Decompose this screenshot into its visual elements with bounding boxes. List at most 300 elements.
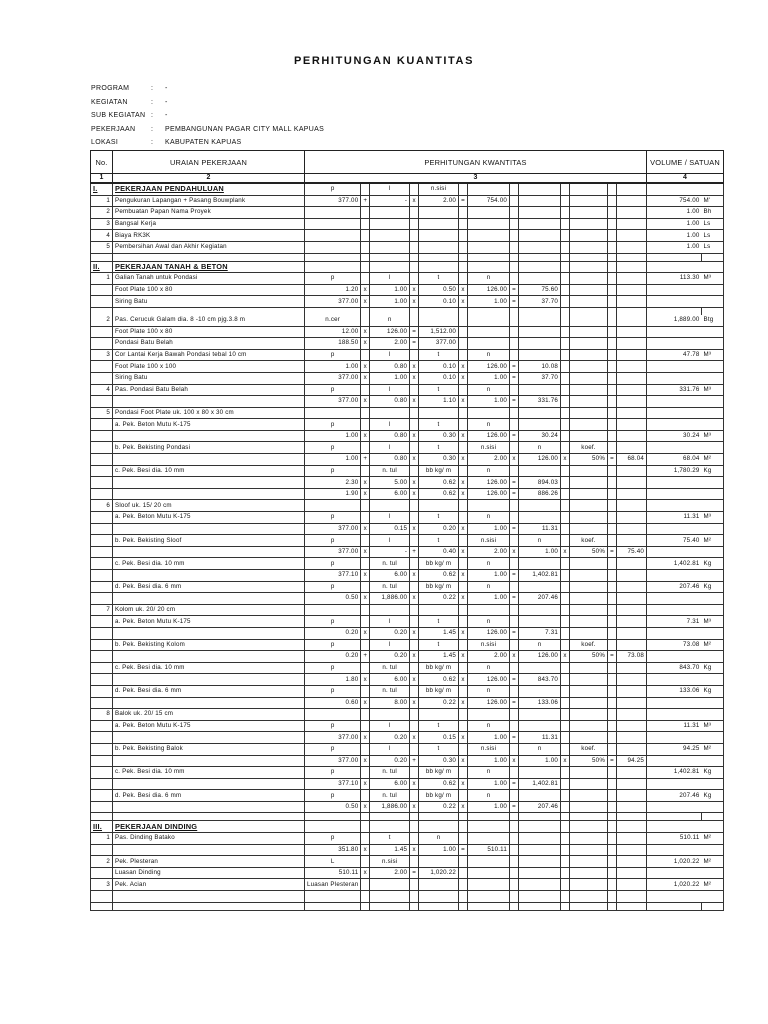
calc-cell: l — [370, 419, 410, 431]
volume-unit: M² — [702, 879, 724, 891]
row-number: 2 — [91, 856, 113, 868]
calc-cell: n. tul — [370, 581, 410, 593]
calc-cell: 11.31 — [519, 523, 561, 535]
volume-unit — [702, 867, 724, 879]
operator-cell — [459, 407, 468, 419]
calc-cell — [519, 207, 561, 219]
calc-cell: 1.00 — [305, 361, 361, 373]
operator-cell: x — [459, 523, 468, 535]
calc-cell: 1.00 — [419, 844, 459, 856]
calc-cell — [617, 372, 647, 384]
table-row — [91, 891, 724, 903]
calc-cell: 510.11 — [468, 844, 510, 856]
calc-cell: p — [305, 384, 361, 396]
row-description: c. Pek. Besi dia. 10 mm — [113, 558, 305, 570]
operator-cell — [361, 273, 370, 285]
calc-cell: t — [419, 639, 459, 651]
row-description — [113, 697, 305, 709]
table-row — [91, 326, 724, 338]
calc-cell: 6.00 — [370, 488, 410, 500]
cell — [702, 307, 724, 315]
volume-unit — [702, 361, 724, 373]
calc-cell — [570, 512, 608, 524]
volume-unit — [702, 442, 724, 454]
operator-cell — [459, 616, 468, 628]
operator-cell: = — [510, 361, 519, 373]
operator-cell — [361, 743, 370, 755]
operator-cell: + — [410, 755, 419, 767]
calc-cell — [370, 604, 410, 616]
calc-cell — [519, 419, 561, 431]
meta-row — [91, 109, 324, 123]
operator-cell — [410, 261, 419, 273]
row-description: d. Pek. Besi dia. 6 mm — [113, 685, 305, 697]
operator-cell — [510, 465, 519, 477]
row-description: Bangsal Kerja — [113, 218, 305, 230]
row-number — [91, 558, 113, 570]
volume-unit — [702, 627, 724, 639]
calc-cell — [468, 315, 510, 326]
operator-cell — [608, 419, 617, 431]
calc-cell: p — [305, 442, 361, 454]
operator-cell — [410, 207, 419, 219]
operator-cell — [510, 821, 519, 833]
volume-unit: Kg — [702, 558, 724, 570]
calc-cell — [570, 674, 608, 686]
operator-cell: x — [459, 296, 468, 308]
row-number — [91, 326, 113, 338]
calc-cell: 0.20 — [305, 627, 361, 639]
calc-cell — [419, 821, 459, 833]
operator-cell — [410, 218, 419, 230]
row-number — [91, 296, 113, 308]
row-description: d. Pek. Besi dia. 6 mm — [113, 790, 305, 802]
calc-cell — [419, 207, 459, 219]
calc-cell — [617, 732, 647, 744]
volume-value — [647, 296, 702, 308]
calc-cell: 1,402.81 — [519, 570, 561, 582]
calc-cell: n — [468, 419, 510, 431]
calc-cell: n.sisi — [468, 639, 510, 651]
calc-cell — [570, 709, 608, 721]
calc-cell — [519, 465, 561, 477]
operator-cell — [608, 488, 617, 500]
cell — [510, 253, 519, 261]
row-description: Foot Plate 100 x 80 — [113, 326, 305, 338]
calc-cell — [519, 867, 561, 879]
operator-cell — [459, 273, 468, 285]
operator-cell: x — [459, 546, 468, 558]
calc-cell: l — [370, 273, 410, 285]
table-row — [91, 384, 724, 396]
operator-cell: x — [361, 477, 370, 489]
operator-cell — [561, 512, 570, 524]
calc-cell: l — [370, 183, 410, 195]
calc-cell: t — [419, 720, 459, 732]
meta-value: KABUPATEN KAPUAS — [165, 139, 242, 147]
operator-cell — [608, 639, 617, 651]
calc-cell — [570, 396, 608, 408]
calc-cell: 0.62 — [419, 674, 459, 686]
volume-unit: Bh — [702, 207, 724, 219]
row-description: b. Pek. Bekisting Pondasi — [113, 442, 305, 454]
calc-cell — [519, 407, 561, 419]
volume-unit: Ls — [702, 230, 724, 242]
operator-cell — [561, 241, 570, 253]
operator-cell — [410, 384, 419, 396]
row-description: PEKERJAAN TANAH & BETON — [113, 261, 305, 273]
row-number: 5 — [91, 241, 113, 253]
volume-unit: M³ — [702, 273, 724, 285]
calc-cell — [570, 384, 608, 396]
calc-cell: 1.00 — [468, 372, 510, 384]
meta-key: PROGRAM — [91, 85, 130, 93]
volume-value: 1,780.29 — [647, 465, 702, 477]
calc-cell: 1.00 — [468, 570, 510, 582]
operator-cell: x — [459, 570, 468, 582]
calc-cell — [617, 844, 647, 856]
table-row — [91, 570, 724, 582]
calc-cell — [617, 407, 647, 419]
calc-cell — [570, 284, 608, 296]
row-number — [91, 593, 113, 605]
table-row — [91, 801, 724, 813]
operator-cell: = — [510, 627, 519, 639]
calc-cell — [617, 801, 647, 813]
calc-cell: - — [370, 546, 410, 558]
calc-cell: 0.20 — [419, 523, 459, 535]
calc-cell — [305, 230, 361, 242]
table-row — [91, 419, 724, 431]
volume-value: 1,889.00 — [647, 315, 702, 326]
row-number: 2 — [91, 207, 113, 219]
table-row — [91, 697, 724, 709]
operator-cell — [608, 743, 617, 755]
volume-unit — [702, 338, 724, 350]
operator-cell — [608, 570, 617, 582]
table-row — [91, 407, 724, 419]
operator-cell: x — [410, 651, 419, 663]
cell — [459, 307, 468, 315]
operator-cell: x — [410, 296, 419, 308]
spacer-row — [91, 813, 724, 821]
calc-cell — [370, 709, 410, 721]
volume-value — [647, 732, 702, 744]
operator-cell: x — [361, 755, 370, 767]
operator-cell: x — [561, 651, 570, 663]
volume-value — [647, 419, 702, 431]
section-row — [91, 821, 724, 833]
volume-unit — [702, 396, 724, 408]
row-number: 1 — [91, 195, 113, 207]
operator-cell — [608, 856, 617, 868]
row-description — [113, 593, 305, 605]
operator-cell — [410, 419, 419, 431]
volume-value: 1.00 — [647, 218, 702, 230]
operator-cell: x — [561, 546, 570, 558]
row-description — [113, 651, 305, 663]
calc-cell: p — [305, 512, 361, 524]
calc-cell: 1.00 — [305, 430, 361, 442]
operator-cell — [608, 442, 617, 454]
calc-cell: n — [468, 558, 510, 570]
calc-cell — [617, 570, 647, 582]
operator-cell: x — [459, 627, 468, 639]
calc-cell — [617, 593, 647, 605]
meta-key: SUB KEGIATAN — [91, 112, 146, 120]
operator-cell: x — [459, 732, 468, 744]
calc-cell — [570, 407, 608, 419]
operator-cell — [361, 616, 370, 628]
calc-cell — [617, 500, 647, 512]
operator-cell — [561, 396, 570, 408]
table-row — [91, 558, 724, 570]
operator-cell — [561, 767, 570, 779]
operator-cell — [510, 183, 519, 195]
operator-cell: x — [410, 570, 419, 582]
table-row — [91, 767, 724, 779]
meta-colon: : — [151, 139, 154, 147]
operator-cell — [361, 558, 370, 570]
calc-cell: 94.25 — [617, 755, 647, 767]
volume-unit — [702, 284, 724, 296]
cell — [361, 902, 370, 910]
operator-cell: x — [361, 326, 370, 338]
calc-cell — [419, 315, 459, 326]
operator-cell — [361, 349, 370, 361]
operator-cell: = — [510, 430, 519, 442]
operator-cell — [410, 709, 419, 721]
operator-cell: x — [459, 593, 468, 605]
volume-value — [647, 284, 702, 296]
calc-cell — [617, 512, 647, 524]
operator-cell: + — [361, 454, 370, 466]
row-number — [91, 697, 113, 709]
calc-cell: 7.31 — [519, 627, 561, 639]
row-number — [91, 338, 113, 350]
operator-cell — [361, 218, 370, 230]
operator-cell — [561, 338, 570, 350]
table-row — [91, 500, 724, 512]
operator-cell — [410, 743, 419, 755]
operator-cell — [561, 284, 570, 296]
operator-cell — [608, 662, 617, 674]
operator-cell — [459, 767, 468, 779]
calc-cell — [617, 778, 647, 790]
operator-cell — [361, 407, 370, 419]
operator-cell — [608, 384, 617, 396]
operator-cell: = — [608, 755, 617, 767]
row-number — [91, 430, 113, 442]
section-row — [91, 183, 724, 195]
operator-cell — [608, 407, 617, 419]
volume-value: 1,020.22 — [647, 879, 702, 891]
calc-cell: 0.30 — [419, 755, 459, 767]
row-description: b. Pek. Bekisting Sloof — [113, 535, 305, 547]
volume-value — [647, 361, 702, 373]
row-description: Pondasi Batu Belah — [113, 338, 305, 350]
operator-cell — [459, 338, 468, 350]
calc-cell: l — [370, 384, 410, 396]
row-description: a. Pek. Beton Mutu K-175 — [113, 419, 305, 431]
header-no: No. — [91, 151, 113, 174]
calc-cell: 2.00 — [370, 867, 410, 879]
operator-cell — [561, 361, 570, 373]
calc-cell — [519, 195, 561, 207]
operator-cell — [608, 685, 617, 697]
calc-cell: p — [305, 535, 361, 547]
operator-cell: x — [410, 801, 419, 813]
cell — [519, 902, 561, 910]
calc-cell: 1.00 — [468, 778, 510, 790]
operator-cell — [361, 581, 370, 593]
row-description: Pas. Dinding Batako — [113, 833, 305, 845]
operator-cell: = — [510, 477, 519, 489]
calc-cell: 377.00 — [419, 338, 459, 350]
operator-cell — [410, 500, 419, 512]
operator-cell: x — [361, 844, 370, 856]
calc-cell: l — [370, 720, 410, 732]
operator-cell — [459, 384, 468, 396]
calc-cell: 126.00 — [468, 361, 510, 373]
volume-value — [647, 801, 702, 813]
row-description: Pek. Plesteran — [113, 856, 305, 868]
row-description: Foot Plate 100 x 100 — [113, 361, 305, 373]
calc-cell — [370, 241, 410, 253]
volume-value: 207.46 — [647, 790, 702, 802]
operator-cell — [510, 604, 519, 616]
calc-cell — [570, 326, 608, 338]
calc-cell — [570, 558, 608, 570]
row-number — [91, 790, 113, 802]
operator-cell — [608, 273, 617, 285]
operator-cell — [459, 218, 468, 230]
calc-cell: p — [305, 465, 361, 477]
operator-cell — [361, 891, 370, 903]
calc-cell: 0.80 — [370, 454, 410, 466]
operator-cell: x — [459, 651, 468, 663]
calc-cell: 12.00 — [305, 326, 361, 338]
calc-cell — [570, 821, 608, 833]
cell — [647, 253, 702, 261]
row-number — [91, 465, 113, 477]
table-row — [91, 442, 724, 454]
calc-cell — [617, 523, 647, 535]
volume-unit — [702, 709, 724, 721]
volume-unit — [702, 523, 724, 535]
volume-unit: M² — [702, 833, 724, 845]
volume-value: 1,020.22 — [647, 856, 702, 868]
operator-cell — [510, 891, 519, 903]
calc-cell: p — [305, 743, 361, 755]
operator-cell — [608, 261, 617, 273]
volume-unit — [702, 419, 724, 431]
row-description: Foot Plate 100 x 80 — [113, 284, 305, 296]
meta-row — [91, 136, 324, 150]
row-number — [91, 651, 113, 663]
volume-value: 331.76 — [647, 384, 702, 396]
calc-cell — [519, 844, 561, 856]
volume-unit — [702, 697, 724, 709]
calc-cell: 0.22 — [419, 801, 459, 813]
operator-cell — [561, 685, 570, 697]
operator-cell — [608, 500, 617, 512]
operator-cell — [459, 241, 468, 253]
operator-cell — [510, 662, 519, 674]
cell — [370, 902, 410, 910]
table-row — [91, 338, 724, 350]
calc-cell — [570, 662, 608, 674]
calc-cell — [519, 662, 561, 674]
cell — [561, 902, 570, 910]
row-number — [91, 801, 113, 813]
operator-cell — [410, 230, 419, 242]
calc-cell: 0.30 — [419, 454, 459, 466]
calc-cell: l — [370, 639, 410, 651]
operator-cell — [561, 743, 570, 755]
row-description — [113, 778, 305, 790]
volume-value — [647, 500, 702, 512]
row-number — [91, 512, 113, 524]
operator-cell — [608, 581, 617, 593]
operator-cell: x — [510, 651, 519, 663]
operator-cell — [410, 767, 419, 779]
operator-cell: x — [410, 627, 419, 639]
cell — [410, 307, 419, 315]
operator-cell — [561, 326, 570, 338]
meta-row — [91, 82, 324, 96]
row-number — [91, 535, 113, 547]
calc-cell: 331.76 — [519, 396, 561, 408]
operator-cell — [561, 273, 570, 285]
operator-cell — [459, 207, 468, 219]
volume-unit: Kg — [702, 662, 724, 674]
volume-value: 1.00 — [647, 207, 702, 219]
calc-cell — [519, 604, 561, 616]
calc-cell — [570, 616, 608, 628]
meta-value: - — [165, 112, 168, 120]
operator-cell — [608, 372, 617, 384]
operator-cell — [561, 801, 570, 813]
operator-cell — [510, 207, 519, 219]
calc-cell — [305, 261, 361, 273]
operator-cell — [459, 604, 468, 616]
operator-cell — [410, 558, 419, 570]
table-row — [91, 396, 724, 408]
operator-cell — [410, 879, 419, 891]
operator-cell — [608, 801, 617, 813]
row-description: Pek. Acian — [113, 879, 305, 891]
calc-cell: n — [519, 743, 561, 755]
calc-cell: n — [370, 315, 410, 326]
calc-cell: p — [305, 273, 361, 285]
calc-cell: n.cer — [305, 315, 361, 326]
operator-cell — [608, 627, 617, 639]
operator-cell — [608, 867, 617, 879]
calc-cell: 0.20 — [370, 651, 410, 663]
calc-cell: n — [468, 767, 510, 779]
calc-cell: 0.22 — [419, 697, 459, 709]
operator-cell — [459, 465, 468, 477]
calc-cell: 351.80 — [305, 844, 361, 856]
calc-cell: koef. — [570, 535, 608, 547]
operator-cell — [410, 535, 419, 547]
operator-cell: = — [510, 593, 519, 605]
calc-cell: 133.06 — [519, 697, 561, 709]
operator-cell — [510, 261, 519, 273]
calc-cell: 1.20 — [305, 284, 361, 296]
meta-colon: : — [151, 112, 154, 120]
